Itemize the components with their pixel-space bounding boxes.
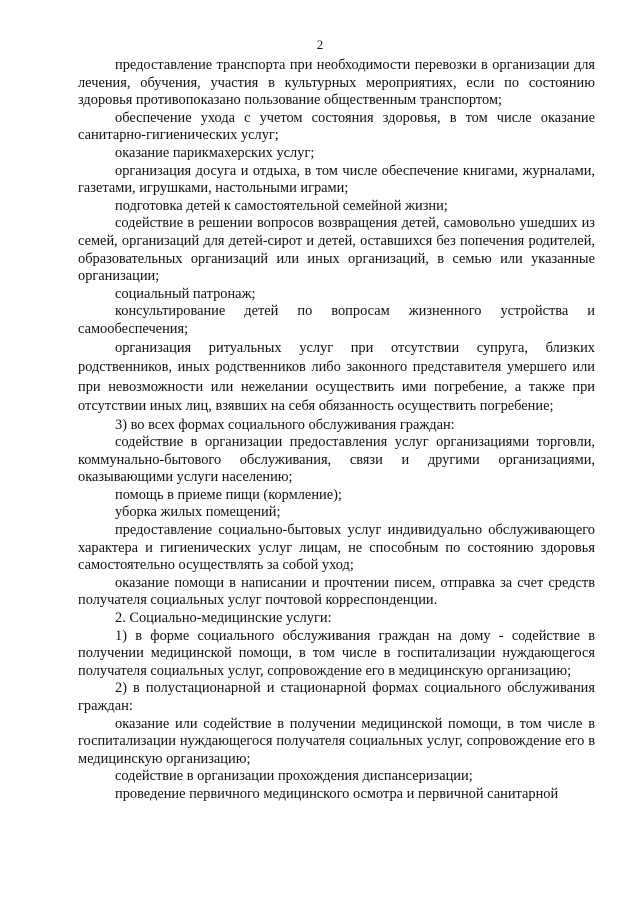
- paragraph: проведение первичного медицинского осмотра и первичной санитарной: [115, 785, 559, 802]
- paragraph: содействие в решении вопросов возвращения детей, самовольно ушедших из семей, организаций для детей-сирот и детей, оставшихся без попечения родителей, образовательных организаций или иных организаций, в семью или указанные организации;: [78, 215, 595, 285]
- paragraph: предоставление транспорта при необходимости перевозки в организации для лечения, обучения, участия в культурных мероприятиях, если по состоянию здоровья противопоказано пользование общественным транспортом;: [78, 57, 595, 109]
- paragraph: консультирование детей по вопросам жизненного устройства и самообеспечения;: [78, 303, 595, 337]
- section-heading: 2. Социально-медицинские услуги:: [115, 610, 332, 627]
- paragraph: обеспечение ухода с учетом состояния здоровья, в том числе оказание санитарно-гигиенических услуг;: [78, 109, 595, 144]
- paragraph: помощь в приеме пищи (кормление);: [115, 486, 342, 503]
- paragraph: 3) во всех формах социального обслуживания граждан:: [115, 416, 455, 433]
- paragraph: социальный патронаж;: [115, 285, 256, 302]
- paragraph: 2) в полустационарной и стационарной формах социального обслуживания граждан:: [78, 680, 595, 714]
- paragraph: организация ритуальных услуг при отсутствии супруга, близких родственников, иных родственников либо законного представителя умершего или при невозможности или нежелании осуществить ими погребение, а также при отсутствии иных лиц, взявших на себя обязанность осуществить погребение;: [78, 339, 595, 414]
- paragraph: подготовка детей к самостоятельной семейной жизни;: [115, 197, 448, 214]
- paragraph: 1) в форме социального обслуживания граждан на дому - содействие в получении медицинской помощи, в том числе в госпитализации нуждающегося получателя социальных услуг, сопровождение его в медицинскую организацию;: [78, 627, 595, 679]
- paragraph: содействие в организации предоставления услуг организациями торговли, коммунально-бытового обслуживания, связи и другими организациями, оказывающими услуги населению;: [78, 434, 595, 486]
- page-number: 2: [316, 37, 324, 52]
- paragraph: организация досуга и отдыха, в том числе обеспечение книгами, журналами, газетами, игрушками, настольными играми;: [78, 162, 595, 197]
- paragraph: содействие в организации прохождения диспансеризации;: [115, 768, 473, 785]
- paragraph: оказание помощи в написании и прочтении писем, отправка за счет средств получателя социальных услуг почтовой корреспонденции.: [78, 574, 595, 609]
- paragraph: предоставление социально-бытовых услуг индивидуально обслуживающего характера и гигиенических услуг лицам, не способным по состоянию здоровья самостоятельно осуществлять за собой уход;: [78, 522, 595, 574]
- paragraph: оказание парикмахерских услуг;: [115, 144, 315, 161]
- document-body: [78, 57, 595, 804]
- paragraph: оказание или содействие в получении медицинской помощи, в том числе в госпитализации нуждающегося получателя социальных услуг, сопровождение его в медицинскую организацию;: [78, 715, 595, 767]
- paragraph: уборка жилых помещений;: [115, 504, 281, 521]
